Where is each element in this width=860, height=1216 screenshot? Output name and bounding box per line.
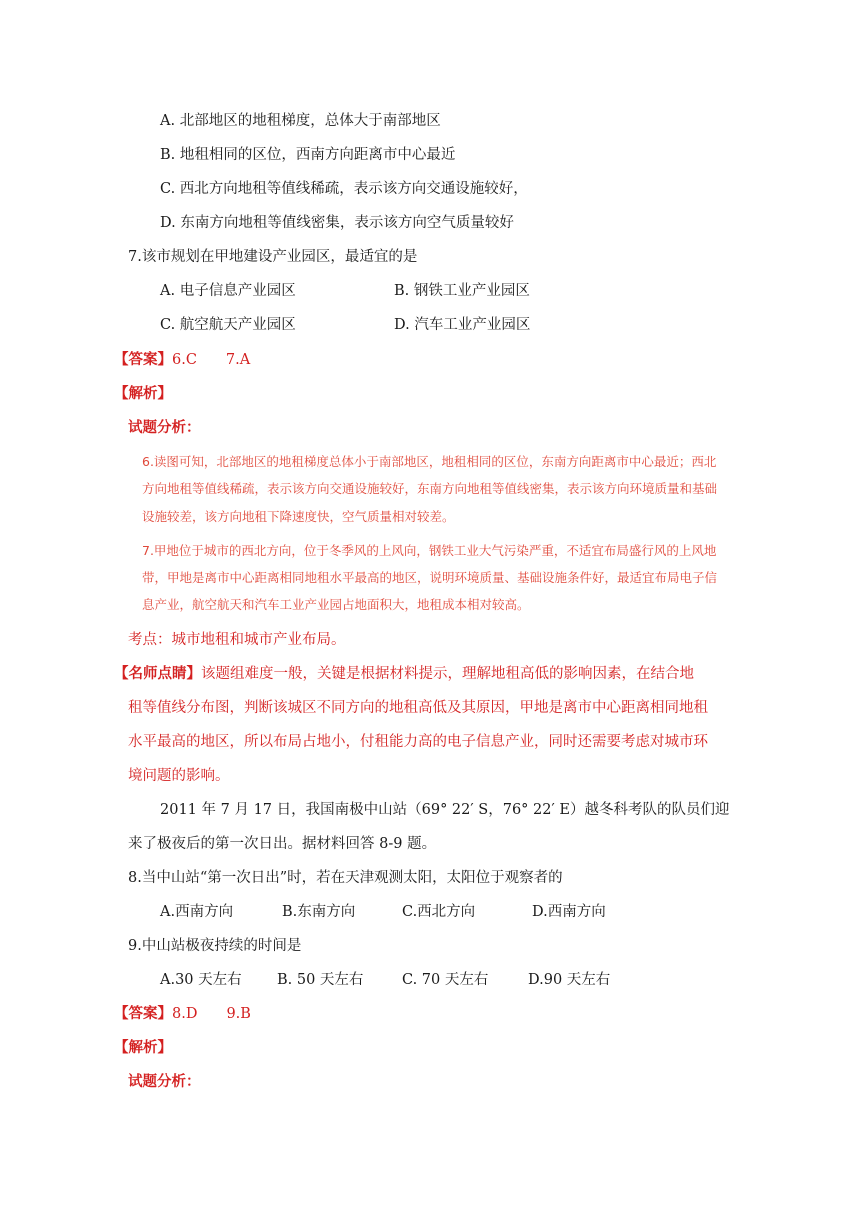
mingshi-label: 【名师点睛】 [114,665,201,682]
analysis-text-line: 设施较差，该方向地租下降速度快，空气质量相对较差。 [142,509,455,524]
q7-option-a: A. 电子信息产业园区 [160,283,296,299]
q9-option-b: B. 50 天左右 [277,972,364,988]
analysis-intro: 试题分析： [128,419,201,436]
analysis-label: 【解析】 [114,1039,172,1056]
q8-stem: 8.当中山站“第一次日出”时，若在天津观测太阳，太阳位于观察者的 [128,870,563,886]
kaodian-text: 考点：城市地租和城市产业布局。 [128,632,346,648]
analysis-text-line: 息产业，航空航天和汽车工业产业园占地面积大，地租成本相对较高。 [142,597,530,612]
passage-line: 来了极夜后的第一次日出。据材料回答 8-9 题。 [128,836,437,852]
answer-label: 【答案】 [114,1005,172,1022]
q9-option-c: C. 70 天左右 [402,972,489,988]
answer-block-1 [114,350,250,370]
q7-option-c: C. 航空航天产业园区 [160,317,296,333]
analysis-label: 【解析】 [114,385,172,402]
analysis-text-line: 方向地租等值线稀疏，表示该方向交通设施较好，东南方向地租等值线密集，表示该方向环境质量和基础 [142,481,718,496]
analysis-text-line: 带，甲地是离市中心距离相同地租水平最高的地区，说明环境质量、基础设施条件好，最适宜布局电子信 [142,570,718,585]
q6-option-d: D. 东南方向地租等值线密集，表示该方向空气质量较好 [160,215,514,231]
q9-option-d: D.90 天左右 [528,972,611,988]
answer-block-2 [114,1004,251,1024]
answer-label: 【答案】 [114,351,172,368]
passage-line: 2011 年 7 月 17 日，我国南极中山站（69° 22′ S，76° 22′ E）越冬科考队的队员们迎 [160,802,730,818]
q9-stem: 9.中山站极夜持续的时间是 [128,938,302,954]
q6-option-c: C. 西北方向地租等值线稀疏，表示该方向交通设施较好， [160,181,528,197]
mingshi-line: 租等值线分布图，判断该城区不同方向的地租高低及其原因，甲地是离市中心距离相同地租 [128,700,708,716]
mingshi-block [114,664,694,684]
q7-option-d: D. 汽车工业产业园区 [394,317,531,333]
q8-option-c: C.西北方向 [402,904,476,920]
analysis-text-line: 6.读图可知，北部地区的地租梯度总体小于南部地区，地租相同的区位，东南方向距离市中心最近；西北 [142,454,717,469]
q8-option-a: A.西南方向 [160,904,234,920]
mingshi-line: 境问题的影响。 [128,768,230,784]
mingshi-line: 该题组难度一般，关键是根据材料提示，理解地租高低的影响因素，在结合地 [201,666,694,682]
q8-option-d: D.西南方向 [532,904,606,920]
analysis-text-line: 7.甲地位于城市的西北方向，位于冬季风的上风向，钢铁工业大气污染严重，不适宜布局盛行风的上风地 [142,543,717,558]
q7-option-b: B. 钢铁工业产业园区 [394,283,530,299]
analysis-intro: 试题分析： [128,1073,201,1090]
answer-value: 8.D 9.B [172,1006,251,1022]
q6-option-a: A. 北部地区的地租梯度，总体大于南部地区 [160,113,441,129]
q9-option-a: A.30 天左右 [160,972,242,988]
q8-option-b: B.东南方向 [282,904,356,920]
answer-value: 6.C 7.A [172,352,251,368]
q7-stem: 7.该市规划在甲地建设产业园区，最适宜的是 [128,249,418,265]
q6-option-b: B. 地租相同的区位，西南方向距离市中心最近 [160,147,456,163]
mingshi-line: 水平最高的地区，所以布局占地小，付租能力高的电子信息产业，同时还需要考虑对城市环 [128,734,708,750]
